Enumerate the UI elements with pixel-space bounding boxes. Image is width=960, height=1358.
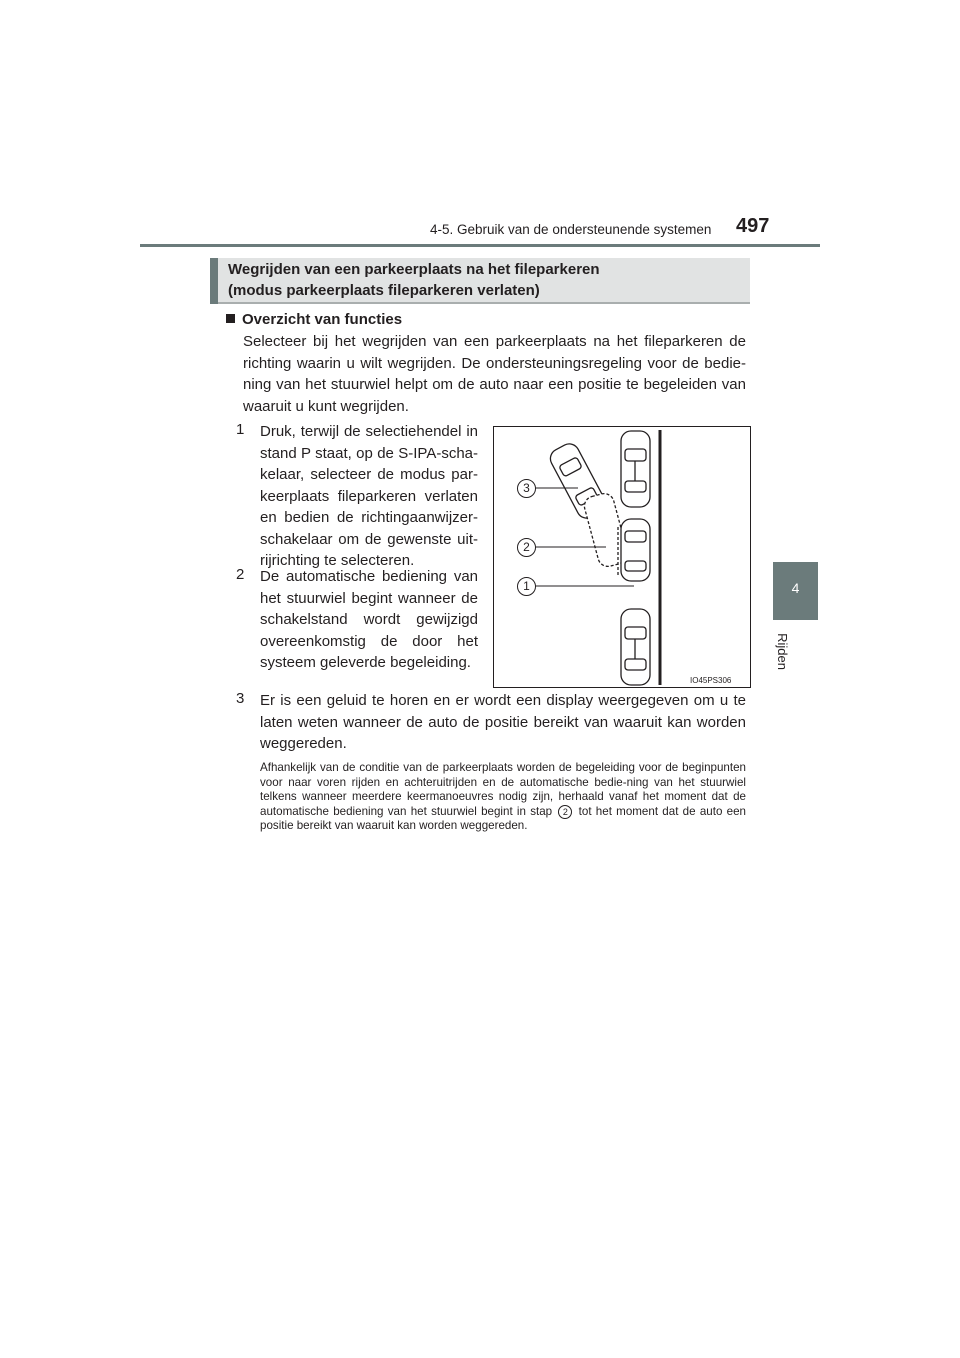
square-bullet-icon	[226, 314, 235, 323]
step-3-text: Er is een geluid te horen en er wordt een display weergegeven om u te laten weten wanneer de auto de positie bereikt van waaruit kan worden weggereden.	[260, 692, 746, 752]
section-title-line1: Wegrijden van een parkeerplaats na het fileparkeren	[228, 261, 600, 278]
section-title-line2: (modus parkeerplaats fileparkeren verlaten)	[228, 282, 540, 299]
section-heading-bar	[210, 258, 218, 304]
callout-3: 3	[517, 479, 536, 498]
step-number-1: 1	[236, 421, 245, 438]
step-number-3: 3	[236, 690, 245, 707]
note-step-ref: 2	[558, 805, 572, 819]
chapter-label-text: Rijden	[774, 633, 790, 670]
subsection-title	[226, 311, 402, 328]
parked-car-front	[621, 431, 650, 507]
chapter-number: 4	[791, 580, 800, 596]
header-rule	[140, 244, 820, 247]
page-number: 497	[736, 215, 770, 237]
note-text-after: tot het moment dat de auto een positie bereikt van waaruit kan worden weggereden.	[260, 804, 746, 833]
step-2-text: De automatische bediening van het stuurwiel begint wanneer de schakelstand wordt gewijzigd overeenkomstig de door het systeem geleverde begeleiding.	[260, 568, 478, 671]
header-section-title: 4-5. Gebruik van de ondersteunende systemen	[430, 222, 712, 237]
chapter-label	[774, 630, 808, 676]
maneuvering-car-start	[618, 519, 650, 581]
note-paragraph	[260, 761, 746, 834]
parking-illustration	[494, 427, 750, 687]
step-1-text: Druk, terwijl de selectiehendel in stand P staat, op de S-IPA-scha-kelaar, selecteer de modus par-keerplaats fileparkeren verlaten en bedien de richtingaanwijzer-schakelaar om de gewenste uit-rijrichting te selecteren.	[260, 423, 478, 569]
section-heading-box	[210, 258, 750, 304]
note-text-before: Afhankelijk van de conditie van de parkeerplaats worden de begeleiding voor de beginpunten voor naar voren rijden en achteruitrijden en de automatische bedie-ning van het stuurwiel telkens wanneer meerdere keermanoeuvres nodig zijn, herhaald vanaf het moment dat de automatische bediening van het stuurwiel begint in stap	[260, 761, 746, 818]
parked-car-rear	[621, 609, 650, 685]
callout-1: 1	[517, 577, 536, 596]
chapter-tab	[773, 562, 818, 620]
step-number-2: 2	[236, 566, 245, 583]
callout-2: 2	[517, 538, 536, 557]
parking-figure	[493, 426, 751, 688]
subsection-title-text: Overzicht van functies	[242, 311, 403, 328]
intro-paragraph: Selecteer bij het wegrijden van een parkeerplaats na het fileparkeren de richting waarin u wilt wegrijden. De ondersteuningsregeling voor de bedie-ning van het stuurwiel helpt om de auto naar een positie te begeleiden van waaruit u kunt wegrijden.	[243, 333, 746, 415]
figure-code: IO45PS306	[690, 676, 732, 685]
